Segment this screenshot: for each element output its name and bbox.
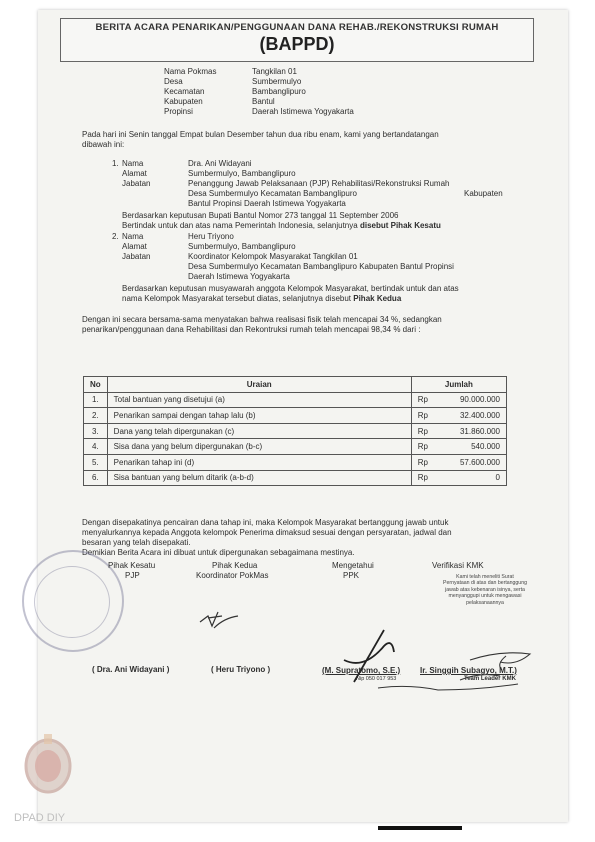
row-amount: 32.400.000 xyxy=(434,408,507,424)
party-basis: Berdasarkan keputusan Bupati Bantul Nomor 273 tanggal 11 September 2006 xyxy=(122,211,399,220)
party-basis: nama Kelompok Masyarakat tersebut diatas, selanjutnya disebut Pihak Kedua xyxy=(122,294,402,303)
identity-label: Nama Pokmas xyxy=(164,67,217,76)
agreement-text: penarikan/penggunaan dana Rehabilitasi dan Rekontruksi rumah telah mencapai 98,34 % dari : xyxy=(82,325,421,334)
row-desc: Sisa dana yang belum dipergunakan (b-c) xyxy=(107,439,411,455)
identity-label: Kabupaten xyxy=(164,97,203,106)
closing-text: besaran yang telah disepakati. xyxy=(82,538,191,547)
signatory-role: Verifikasi KMK xyxy=(432,561,484,570)
signatory-nip: Nip 050 017 953 xyxy=(356,676,397,682)
position-label: Jabatan xyxy=(122,179,151,188)
signatory-name: (M. Supratomo, S.E.) xyxy=(322,666,401,675)
identity-value: Bambanglipuro xyxy=(252,87,306,96)
party-number: 1. xyxy=(112,159,119,168)
row-currency: Rp xyxy=(411,470,434,486)
party-position: Bantul Propinsi Daerah Istimewa Yogyakarta xyxy=(188,199,346,208)
address-label: Alamat xyxy=(122,242,147,251)
row-amount: 0 xyxy=(434,470,507,486)
party-address: Sumbermulyo, Bambanglipuro xyxy=(188,242,296,251)
column-header-amount: Jumlah xyxy=(411,377,506,393)
row-amount: 57.600.000 xyxy=(434,454,507,470)
row-currency: Rp xyxy=(411,439,434,455)
row-desc: Penarikan tahap ini (d) xyxy=(107,454,411,470)
identity-label: Desa xyxy=(164,77,183,86)
identity-value: Bantul xyxy=(252,97,275,106)
party-position: Koordinator Kelompok Masyarakat Tangkilan 01 xyxy=(188,252,358,261)
name-label: Nama xyxy=(122,232,144,241)
row-desc: Total bantuan yang disetujui (a) xyxy=(107,392,411,408)
closing-text: Dengan disepakatinya pencairan dana tahap ini, maka Kelompok Masyarakat bertanggung jawab untuk xyxy=(82,518,449,527)
party-position: Penanggung Jawab Pelaksanaan (PJP) Rehabilitasi/Rekonstruksi Rumah xyxy=(188,179,450,188)
row-number: 4. xyxy=(84,439,108,455)
row-amount: 90.000.000 xyxy=(434,392,507,408)
position-label: Jabatan xyxy=(122,252,151,261)
party-basis: Berdasarkan keputusan musyawarah anggota Kelompok Masyarakat, bertindak untuk dan atas xyxy=(122,284,459,293)
row-currency: Rp xyxy=(411,454,434,470)
party-position: Kabupaten xyxy=(464,189,503,198)
party-address: Sumbermulyo, Bambanglipuro xyxy=(188,169,296,178)
party-position: Desa Sumbermulyo Kecamatan Bambanglipuro xyxy=(188,189,357,198)
signatory-role: Mengetahui xyxy=(332,561,374,570)
identity-value: Daerah Istimewa Yogyakarta xyxy=(252,107,354,116)
party-number: 2. xyxy=(112,232,119,241)
row-amount: 31.860.000 xyxy=(434,423,507,439)
row-number: 5. xyxy=(84,454,108,470)
address-label: Alamat xyxy=(122,169,147,178)
intro-text: dibawah ini: xyxy=(82,140,125,149)
verification-note: Kami telah meneliti Surat Pernyataan di atas dan bertanggung jawab atas kebenaran isinya, serta menyanggupi untuk mengawasi pelaksanaannya xyxy=(443,574,527,606)
closing-text: menyalurkannya kepada Anggota kelompok Penerima dimaksud sesuai dengan persyaratan, jadwal dan xyxy=(82,528,452,537)
signatory-name: ( Heru Triyono ) xyxy=(211,665,271,674)
party-position: Daerah Istimewa Yogyakarta xyxy=(188,272,290,281)
row-desc: Dana yang telah dipergunakan (c) xyxy=(107,423,411,439)
row-currency: Rp xyxy=(411,408,434,424)
party-acting: Bertindak untuk dan atas nama Pemerintah Indonesia, selanjutnya disebut Pihak Kesatu xyxy=(122,221,441,230)
signatory-name: Ir. Singgih Subagyo, M.T.) xyxy=(420,666,517,675)
signatory-title: Team Leader KMK xyxy=(464,676,516,682)
row-desc: Penarikan sampai dengan tahap lalu (b) xyxy=(107,408,411,424)
row-number: 6. xyxy=(84,470,108,486)
black-bar xyxy=(378,826,462,830)
row-currency: Rp xyxy=(411,392,434,408)
watermark: DPAD DIY xyxy=(14,812,66,824)
closing-text: Demikian Berita Acara ini dibuat untuk dipergunakan sebagaimana mestinya. xyxy=(82,548,355,557)
row-number: 2. xyxy=(84,408,108,424)
identity-label: Kecamatan xyxy=(164,87,205,96)
signatory-sub: PJP xyxy=(125,571,140,580)
signatory-sub: PPK xyxy=(343,571,360,580)
signatory-name: ( Dra. Ani Widayani ) xyxy=(92,665,170,674)
column-header-no: No xyxy=(84,377,108,393)
signatory-sub: Koordinator PokMas xyxy=(196,571,269,580)
identity-value: Sumbermulyo xyxy=(252,77,302,86)
row-amount: 540.000 xyxy=(434,439,507,455)
party-name: Heru Triyono xyxy=(188,232,234,241)
row-currency: Rp xyxy=(411,423,434,439)
identity-value: Tangkilan 01 xyxy=(252,67,297,76)
row-number: 1. xyxy=(84,392,108,408)
signatory-role: Pihak Kedua xyxy=(212,561,258,570)
row-number: 3. xyxy=(84,423,108,439)
signatory-role: Pihak Kesatu xyxy=(108,561,156,570)
document-subtitle: (BAPPD) xyxy=(259,34,335,54)
column-header-desc: Uraian xyxy=(107,377,411,393)
document-title: BERITA ACARA PENARIKAN/PENGGUNAAN DANA REHAB./REKONSTRUKSI RUMAH xyxy=(95,22,499,33)
intro-text: Pada hari ini Senin tanggal Empat bulan Desember tahun dua ribu enam, kami yang bertandatangan xyxy=(82,130,439,139)
agreement-text: Dengan ini secara bersama-sama menyatakan bahwa realisasi fisik telah mencapai 34 %, sedangkan xyxy=(82,315,442,324)
identity-label: Propinsi xyxy=(164,107,193,116)
name-label: Nama xyxy=(122,159,144,168)
row-desc: Sisa bantuan yang belum ditarik (a-b-d) xyxy=(107,470,411,486)
party-name: Dra. Ani Widayani xyxy=(188,159,252,168)
emblem-logo xyxy=(16,728,80,800)
party-position: Desa Sumbermulyo Kecamatan Bambanglipuro Kabupaten Bantul Propinsi xyxy=(188,262,454,271)
